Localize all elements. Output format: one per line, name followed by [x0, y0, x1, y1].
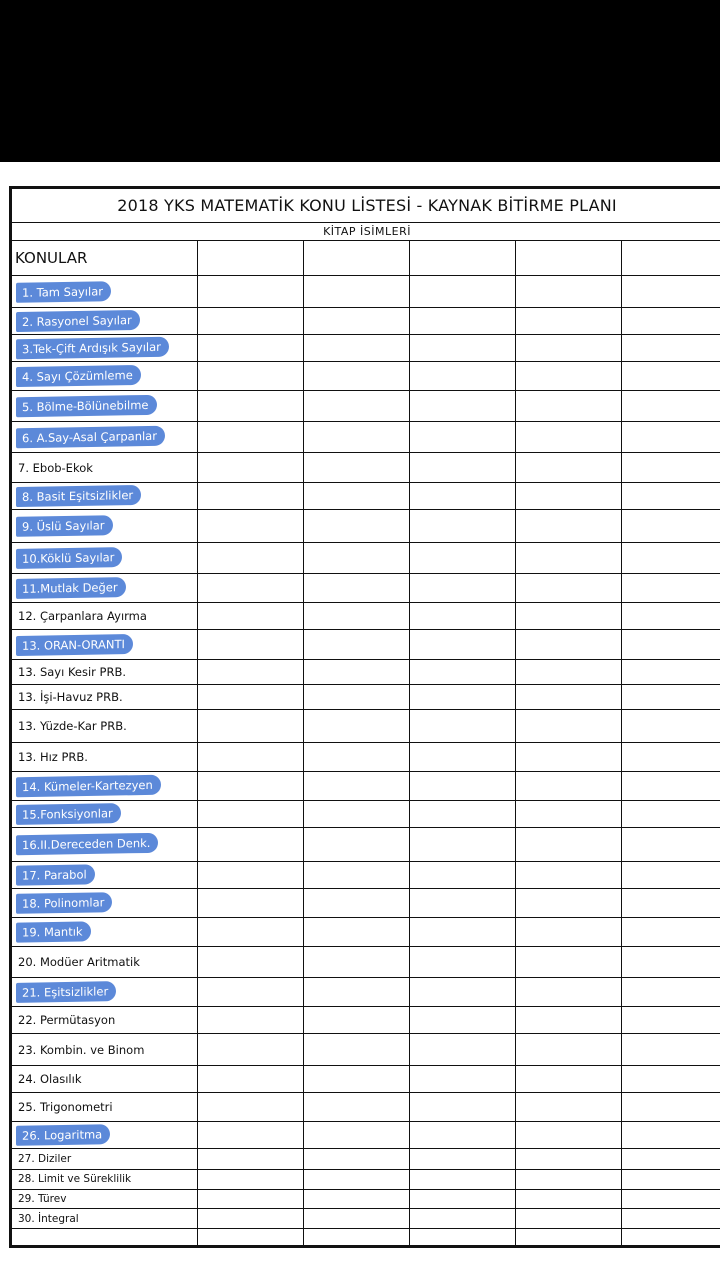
- topic-cell: [12, 888, 198, 917]
- book-cell[interactable]: [410, 630, 516, 659]
- topic-cell: [12, 684, 198, 709]
- book-cell[interactable]: [304, 801, 410, 828]
- book-cell[interactable]: [622, 630, 720, 659]
- book-cell[interactable]: [198, 888, 304, 917]
- book-cell[interactable]: [198, 801, 304, 828]
- book-cell[interactable]: [304, 509, 410, 542]
- topic-table: [11, 188, 720, 1246]
- book-cell[interactable]: [198, 361, 304, 390]
- topic-cell: [12, 390, 198, 421]
- table-row: [12, 361, 720, 390]
- topic-cell: [12, 482, 198, 509]
- topic-label: 15.Fonksiyonlar: [16, 803, 121, 825]
- book-cell[interactable]: [304, 1189, 410, 1209]
- topic-label: 11.Mutlak Değer: [16, 577, 126, 599]
- table-row: [12, 978, 720, 1007]
- topic-label: 20. Modüer Aritmatik: [18, 955, 140, 970]
- book-cell[interactable]: [516, 509, 622, 542]
- books-header: KİTAP İSİMLERİ: [12, 223, 720, 241]
- table-row: [12, 1065, 720, 1092]
- table-row: [12, 1007, 720, 1034]
- book-cell[interactable]: [410, 509, 516, 542]
- book-cell[interactable]: [622, 422, 720, 453]
- table-row: [12, 603, 720, 630]
- book-cell[interactable]: [198, 542, 304, 573]
- topic-cell: [12, 828, 198, 861]
- book-cell[interactable]: [304, 946, 410, 977]
- book-cell[interactable]: [516, 334, 622, 361]
- topic-label: 30. İntegral: [18, 1212, 79, 1225]
- book-column-3[interactable]: [410, 241, 516, 276]
- book-cell[interactable]: [410, 861, 516, 888]
- book-cell[interactable]: [622, 1121, 720, 1148]
- book-cell[interactable]: [198, 917, 304, 946]
- topic-label: 1. Tam Sayılar: [16, 281, 111, 303]
- book-cell[interactable]: [410, 1169, 516, 1189]
- table-row: [12, 1189, 720, 1209]
- book-cell[interactable]: [198, 509, 304, 542]
- book-cell[interactable]: [516, 861, 622, 888]
- topic-cell: [12, 542, 198, 573]
- topic-label: 28. Limit ve Süreklilik: [18, 1173, 132, 1186]
- book-cell[interactable]: [516, 361, 622, 390]
- book-cell[interactable]: [304, 603, 410, 630]
- book-cell[interactable]: [516, 1229, 622, 1246]
- table-row: [12, 334, 720, 361]
- book-cell[interactable]: [410, 709, 516, 742]
- book-cell[interactable]: [198, 709, 304, 742]
- book-cell[interactable]: [198, 1034, 304, 1065]
- topic-cell: [12, 509, 198, 542]
- book-cell[interactable]: [622, 1148, 720, 1169]
- book-cell[interactable]: [410, 574, 516, 603]
- book-cell[interactable]: [622, 509, 720, 542]
- book-cell[interactable]: [304, 861, 410, 888]
- book-cell[interactable]: [304, 659, 410, 684]
- book-cell[interactable]: [198, 1229, 304, 1246]
- book-cell[interactable]: [410, 307, 516, 334]
- table-row: [12, 888, 720, 917]
- book-cell[interactable]: [516, 453, 622, 482]
- book-cell[interactable]: [410, 603, 516, 630]
- book-cell[interactable]: [198, 684, 304, 709]
- book-cell[interactable]: [304, 334, 410, 361]
- topic-cell: [12, 742, 198, 771]
- table-row: [12, 276, 720, 307]
- book-cell[interactable]: [516, 772, 622, 801]
- table-row: [12, 574, 720, 603]
- book-cell[interactable]: [622, 1092, 720, 1121]
- book-cell[interactable]: [622, 307, 720, 334]
- book-cell[interactable]: [622, 917, 720, 946]
- book-cell[interactable]: [410, 1121, 516, 1148]
- book-cell[interactable]: [198, 603, 304, 630]
- book-cell[interactable]: [410, 1148, 516, 1169]
- table-row: [12, 1229, 720, 1246]
- topic-label: 14. Kümeler-Kartezyen: [16, 775, 161, 798]
- book-cell[interactable]: [410, 978, 516, 1007]
- book-cell[interactable]: [516, 603, 622, 630]
- topic-label: 22. Permütasyon: [18, 1013, 116, 1028]
- book-cell[interactable]: [622, 276, 720, 307]
- topic-cell: [12, 861, 198, 888]
- book-cell[interactable]: [410, 1209, 516, 1229]
- book-cell[interactable]: [516, 946, 622, 977]
- book-cell[interactable]: [304, 307, 410, 334]
- topic-cell: [12, 772, 198, 801]
- book-cell[interactable]: [622, 772, 720, 801]
- topic-label: 3.Tek-Çift Ardışık Sayılar: [16, 336, 169, 359]
- book-cell[interactable]: [516, 684, 622, 709]
- book-cell[interactable]: [516, 1148, 622, 1169]
- topic-label: 26. Logaritma: [16, 1124, 110, 1146]
- book-cell[interactable]: [516, 307, 622, 334]
- topic-label: 24. Olasılık: [18, 1071, 82, 1086]
- table-row: [12, 709, 720, 742]
- topic-label: 4. Sayı Çözümleme: [16, 365, 141, 387]
- topic-cell: [12, 946, 198, 977]
- book-cell[interactable]: [198, 574, 304, 603]
- book-cell[interactable]: [304, 276, 410, 307]
- book-cell[interactable]: [304, 828, 410, 861]
- topic-cell: [12, 1007, 198, 1034]
- table-row: [12, 861, 720, 888]
- table-row: [12, 542, 720, 573]
- book-cell[interactable]: [198, 453, 304, 482]
- topic-cell: [12, 361, 198, 390]
- topic-cell: [12, 1209, 198, 1229]
- book-cell[interactable]: [198, 978, 304, 1007]
- topic-label: 13. Hız PRB.: [18, 749, 88, 764]
- book-cell[interactable]: [516, 1121, 622, 1148]
- topic-label: 13. Sayı Kesir PRB.: [18, 664, 127, 679]
- topic-cell: [12, 1148, 198, 1169]
- book-cell[interactable]: [516, 1189, 622, 1209]
- book-cell[interactable]: [198, 946, 304, 977]
- topic-cell: [12, 978, 198, 1007]
- book-cell[interactable]: [304, 1121, 410, 1148]
- book-cell[interactable]: [622, 1065, 720, 1092]
- topic-label: 10.Köklü Sayılar: [16, 547, 122, 569]
- topic-cell: [12, 1189, 198, 1209]
- book-cell[interactable]: [516, 1007, 622, 1034]
- book-cell[interactable]: [622, 742, 720, 771]
- table-row: [12, 1121, 720, 1148]
- book-cell[interactable]: [304, 917, 410, 946]
- book-cell[interactable]: [198, 334, 304, 361]
- book-cell[interactable]: [516, 630, 622, 659]
- topic-cell: [12, 801, 198, 828]
- book-cell[interactable]: [410, 917, 516, 946]
- topic-label: 18. Polinomlar: [16, 892, 112, 914]
- book-cell[interactable]: [410, 1229, 516, 1246]
- book-cell[interactable]: [198, 630, 304, 659]
- table-row: [12, 1148, 720, 1169]
- book-cell[interactable]: [304, 978, 410, 1007]
- book-cell[interactable]: [516, 390, 622, 421]
- book-cell[interactable]: [622, 574, 720, 603]
- topic-cell: [12, 630, 198, 659]
- table-row: [12, 801, 720, 828]
- topic-label: 13. ORAN-ORANTI: [16, 633, 133, 655]
- book-cell[interactable]: [516, 709, 622, 742]
- table-row: [12, 509, 720, 542]
- book-cell[interactable]: [410, 390, 516, 421]
- book-cell[interactable]: [516, 1092, 622, 1121]
- book-cell[interactable]: [622, 603, 720, 630]
- book-cell[interactable]: [410, 542, 516, 573]
- book-cell[interactable]: [304, 1092, 410, 1121]
- topic-label: 13. Yüzde-Kar PRB.: [18, 718, 127, 733]
- book-cell[interactable]: [622, 361, 720, 390]
- book-cell[interactable]: [516, 574, 622, 603]
- book-cell[interactable]: [304, 630, 410, 659]
- book-cell[interactable]: [516, 801, 622, 828]
- topic-label: 19. Mantık: [16, 921, 91, 942]
- book-cell[interactable]: [622, 334, 720, 361]
- book-cell[interactable]: [410, 946, 516, 977]
- topic-label: 12. Çarpanlara Ayırma: [18, 609, 147, 624]
- topic-cell: [12, 334, 198, 361]
- book-cell[interactable]: [410, 276, 516, 307]
- book-cell[interactable]: [304, 742, 410, 771]
- topic-cell: [12, 1092, 198, 1121]
- topic-cell: [12, 709, 198, 742]
- table-row: [12, 390, 720, 421]
- book-cell[interactable]: [622, 801, 720, 828]
- book-cell[interactable]: [304, 1034, 410, 1065]
- book-cell[interactable]: [622, 1209, 720, 1229]
- book-cell[interactable]: [198, 482, 304, 509]
- book-cell[interactable]: [410, 453, 516, 482]
- book-cell[interactable]: [304, 361, 410, 390]
- book-cell[interactable]: [198, 390, 304, 421]
- topic-cell: [12, 276, 198, 307]
- table-row: [12, 742, 720, 771]
- book-cell[interactable]: [198, 1065, 304, 1092]
- topic-cell: [12, 1065, 198, 1092]
- book-cell[interactable]: [198, 828, 304, 861]
- book-cell[interactable]: [622, 482, 720, 509]
- book-cell[interactable]: [304, 1148, 410, 1169]
- book-cell[interactable]: [622, 1007, 720, 1034]
- book-cell[interactable]: [622, 709, 720, 742]
- book-cell[interactable]: [410, 334, 516, 361]
- topic-label: 9. Üslü Sayılar: [16, 515, 113, 537]
- book-cell[interactable]: [304, 574, 410, 603]
- topics-header: KONULAR: [12, 241, 198, 276]
- book-cell[interactable]: [198, 861, 304, 888]
- book-cell[interactable]: [622, 542, 720, 573]
- book-cell[interactable]: [516, 978, 622, 1007]
- book-cell[interactable]: [410, 772, 516, 801]
- topic-label: 5. Bölme-Bölünebilme: [16, 395, 157, 417]
- book-cell[interactable]: [516, 1034, 622, 1065]
- book-cell[interactable]: [516, 276, 622, 307]
- table-row: [12, 828, 720, 861]
- topic-cell: [12, 453, 198, 482]
- book-cell[interactable]: [622, 861, 720, 888]
- topic-label: 27. Diziler: [18, 1152, 72, 1165]
- table-title: 2018 YKS MATEMATİK KONU LİSTESİ - KAYNAK BİTİRME PLANI: [12, 189, 720, 223]
- book-cell[interactable]: [516, 1065, 622, 1092]
- book-cell[interactable]: [198, 1148, 304, 1169]
- book-cell[interactable]: [516, 1169, 622, 1189]
- book-cell[interactable]: [304, 1209, 410, 1229]
- book-cell[interactable]: [410, 684, 516, 709]
- table-row: [12, 453, 720, 482]
- book-cell[interactable]: [410, 1034, 516, 1065]
- topic-label: 21. Eşitsizlikler: [16, 981, 116, 1003]
- book-cell[interactable]: [198, 742, 304, 771]
- book-cell[interactable]: [304, 453, 410, 482]
- table-row: [12, 1034, 720, 1065]
- table-row: [12, 422, 720, 453]
- book-cell[interactable]: [410, 801, 516, 828]
- book-cell[interactable]: [198, 1092, 304, 1121]
- book-cell[interactable]: [410, 1065, 516, 1092]
- table-row: [12, 684, 720, 709]
- topic-label: 7. Ebob-Ekok: [18, 460, 93, 475]
- book-cell[interactable]: [410, 828, 516, 861]
- topic-label: 16.II.Dereceden Denk.: [16, 833, 158, 855]
- book-cell[interactable]: [410, 659, 516, 684]
- table-row: [12, 917, 720, 946]
- book-cell[interactable]: [198, 1169, 304, 1189]
- book-column-4[interactable]: [516, 241, 622, 276]
- book-cell[interactable]: [410, 422, 516, 453]
- table-row: [12, 772, 720, 801]
- book-cell[interactable]: [410, 1007, 516, 1034]
- book-cell[interactable]: [304, 1169, 410, 1189]
- book-cell[interactable]: [516, 422, 622, 453]
- book-cell[interactable]: [304, 1065, 410, 1092]
- book-column-1[interactable]: [198, 241, 304, 276]
- topic-cell: [12, 422, 198, 453]
- topic-cell: [12, 574, 198, 603]
- book-cell[interactable]: [516, 542, 622, 573]
- book-cell[interactable]: [622, 659, 720, 684]
- book-cell[interactable]: [516, 482, 622, 509]
- book-cell[interactable]: [410, 742, 516, 771]
- topic-cell: [12, 1121, 198, 1148]
- book-column-2[interactable]: [304, 241, 410, 276]
- book-cell[interactable]: [622, 1229, 720, 1246]
- topic-label: 29. Türev: [18, 1192, 67, 1205]
- book-cell[interactable]: [410, 1189, 516, 1209]
- book-cell[interactable]: [410, 1092, 516, 1121]
- table-row: [12, 630, 720, 659]
- book-cell[interactable]: [516, 917, 622, 946]
- topic-label: 25. Trigonometri: [18, 1099, 113, 1114]
- topic-label: 13. İşi-Havuz PRB.: [18, 689, 123, 704]
- book-cell[interactable]: [410, 361, 516, 390]
- table-row: [12, 659, 720, 684]
- book-cell[interactable]: [622, 828, 720, 861]
- topic-label: 2. Rasyonel Sayılar: [16, 310, 140, 332]
- book-cell[interactable]: [198, 1189, 304, 1209]
- book-cell[interactable]: [622, 390, 720, 421]
- book-cell[interactable]: [198, 772, 304, 801]
- table-row: [12, 1209, 720, 1229]
- topic-cell: [12, 1034, 198, 1065]
- topic-table-sheet: [9, 186, 720, 1248]
- table-row: [12, 1092, 720, 1121]
- topic-label: 6. A.Say-Asal Çarpanlar: [16, 426, 165, 449]
- book-cell[interactable]: [516, 742, 622, 771]
- book-cell[interactable]: [516, 1209, 622, 1229]
- book-cell[interactable]: [198, 1007, 304, 1034]
- topic-cell: [12, 1169, 198, 1189]
- table-row: [12, 482, 720, 509]
- book-cell[interactable]: [198, 307, 304, 334]
- topic-cell: [12, 1229, 198, 1246]
- book-cell[interactable]: [622, 888, 720, 917]
- book-cell[interactable]: [622, 1169, 720, 1189]
- book-cell[interactable]: [304, 888, 410, 917]
- book-cell[interactable]: [198, 659, 304, 684]
- book-cell[interactable]: [622, 684, 720, 709]
- black-top-bar: [0, 0, 720, 162]
- book-cell[interactable]: [622, 1189, 720, 1209]
- topic-label: 17. Parabol: [16, 864, 95, 885]
- book-cell[interactable]: [198, 1121, 304, 1148]
- topic-cell: [12, 307, 198, 334]
- table-row: [12, 307, 720, 334]
- book-cell[interactable]: [516, 828, 622, 861]
- book-cell[interactable]: [516, 888, 622, 917]
- table-row: [12, 946, 720, 977]
- book-cell[interactable]: [304, 1229, 410, 1246]
- book-cell[interactable]: [304, 709, 410, 742]
- book-column-5[interactable]: [622, 241, 720, 276]
- book-cell[interactable]: [622, 946, 720, 977]
- book-cell[interactable]: [516, 659, 622, 684]
- topic-cell: [12, 659, 198, 684]
- book-cell[interactable]: [198, 1209, 304, 1229]
- topic-label: 23. Kombin. ve Binom: [18, 1042, 145, 1057]
- book-cell[interactable]: [304, 772, 410, 801]
- topic-label: 8. Basit Eşitsizlikler: [16, 485, 141, 507]
- book-cell[interactable]: [198, 422, 304, 453]
- book-cell[interactable]: [304, 1007, 410, 1034]
- book-cell[interactable]: [304, 482, 410, 509]
- book-cell[interactable]: [622, 1034, 720, 1065]
- book-cell[interactable]: [622, 453, 720, 482]
- book-cell[interactable]: [410, 482, 516, 509]
- book-cell[interactable]: [304, 422, 410, 453]
- topic-cell: [12, 917, 198, 946]
- book-cell[interactable]: [304, 684, 410, 709]
- book-cell[interactable]: [198, 276, 304, 307]
- book-cell[interactable]: [304, 390, 410, 421]
- book-cell[interactable]: [622, 978, 720, 1007]
- table-row: [12, 1169, 720, 1189]
- topic-cell: [12, 603, 198, 630]
- book-cell[interactable]: [304, 542, 410, 573]
- book-cell[interactable]: [410, 888, 516, 917]
